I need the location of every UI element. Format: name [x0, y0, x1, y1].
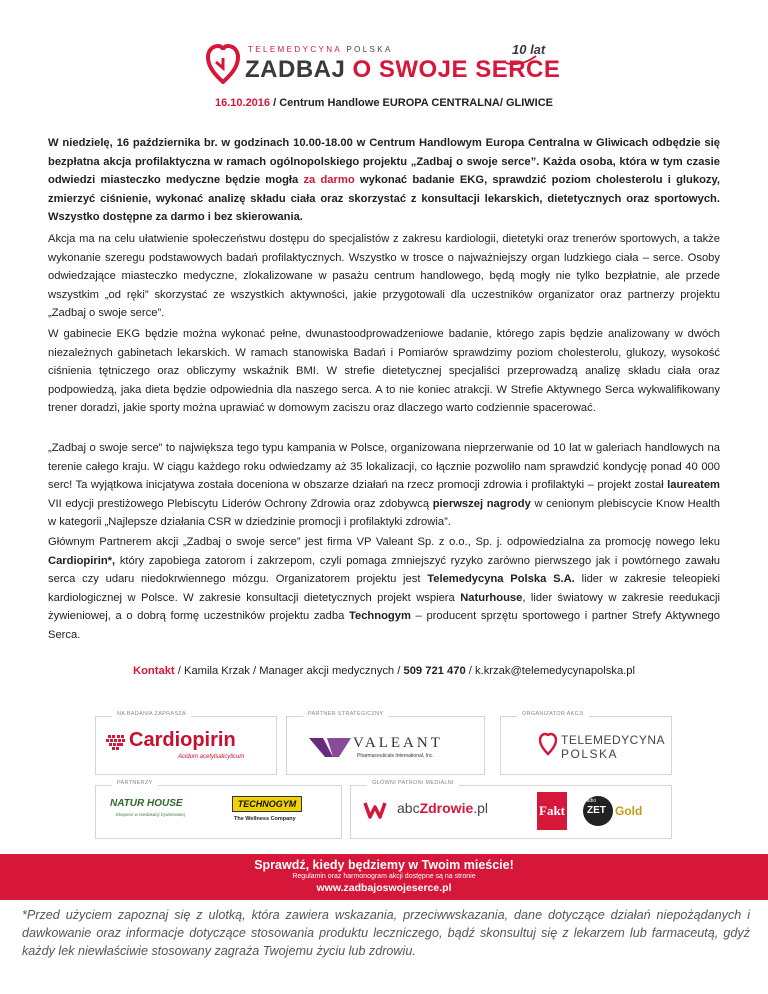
paragraph-partners: Głównym Partnerem akcji „Zadbaj o swoje serce” jest firma VP Valeant Sp. z o.o., Sp. j. odpowiedzialna za promocję nowego leku Cardiopirin*, który zapobiega zatorom i zakrzepom, czyli pomaga zmniejszyć ryzyko zarówno pierwszego jak i powtórnego zawału serca czy udaru niedokrwiennego mózgu. Organizatorem projektu jest Telemedycyna Polska S.A. lider w zakresie teleopieki kardiologicznej w Polsce. W zakresie konsultacji dietetycznych projekt wspiera Naturhouse, lider światowy w zakresie reedukacji żywieniowej, a o dobrą formę uczestników projektu zadba Technogym – producent sprzętu sportowego i partner Strefy Aktywnego Serca.	[48, 536, 720, 641]
logo-top-right: POLSKA	[346, 45, 393, 54]
free-highlight: za darmo	[303, 174, 355, 186]
banner-subline: Regulamin oraz harmonogram akcji dostępne są na stronie	[292, 873, 476, 880]
contact-line	[0, 665, 768, 677]
sponsor-box: NA BADANIA ZAPRASZA Cardiopirin Acidum acetylsalicylicum	[95, 716, 277, 775]
valeant-logo: VALEANT	[353, 735, 443, 751]
abczdrowie-logo: abcZdrowie.pl	[397, 800, 489, 816]
valeant-mark-icon	[309, 737, 351, 759]
event-place: / Centrum Handlowe EUROPA CENTRALNA/ GLIWICE	[270, 97, 553, 109]
event-date: 16.10.2016	[214, 97, 271, 109]
naturhouse-logo: NATUR HOUSE	[110, 798, 183, 809]
dateline	[0, 97, 768, 109]
contact-phone[interactable]: 509 721 470	[403, 665, 466, 677]
logo-top-left: TELEMEDYCYNA	[248, 45, 342, 54]
wp-icon	[363, 800, 391, 820]
partners-box: PARTNERZY NATUR HOUSE Eksperci w reedukacji żywieniowej TECHNOGYM The Wellness Company	[95, 785, 342, 839]
swoosh-icon	[505, 53, 537, 65]
cardiopirin-heart-icon	[106, 732, 126, 752]
contact-label: Kontakt	[133, 665, 175, 677]
disclaimer-footnote: *Przed użyciem zapoznaj się z ulotką, która zawiera wskazania, przeciwwskazania, dane dotyczące działań niepożądanych i dawkowanie oraz informacje dotyczące stosowania produktu leczniczego, bądź skonsultuj się z lekarzem lub farmaceutą, gdyż każdy lek niewłaściwie stosowany zagraża Twojemu życiu lub zdrowiu.	[22, 908, 750, 958]
schedule-banner	[0, 854, 768, 900]
paragraph-stations: W gabinecie EKG będzie można wykonać pełne, dwunastoodprowadzeniowe badanie, którego zapis będzie analizowany w dwóch niezależnych gabinetach lekarskich. W ramach stanowiska Badań i Pomiarów sprawdzimy poziom cholesterolu, glukozy, wysokość ciśnienia tętniczego oraz obliczymy wskaźnik BMI. W strefie dietetycznej specjaliści przeprowadzą analizę składu ciała oraz podpowiedzą, jaka dieta będzie odpowiednia dla naszego serca. A to nie koniec atrakcji. W Strefie Aktywnego Serca wykwalifikowany trener doradzi, jakie sporty można uprawiać w domowym zaciszu oraz dlaczego warto codziennie spacerować.	[48, 328, 720, 414]
strategic-partner-box: PARTNER STRATEGICZNY VALEANT Pharmaceuticals International, Inc.	[286, 716, 485, 775]
cardiopirin-logo: Cardiopirin	[129, 729, 236, 751]
radio-zet-logo: ZET	[587, 805, 606, 816]
technogym-logo: TECHNOGYM	[232, 796, 302, 812]
campaign-logo	[200, 40, 580, 88]
fakt-logo: Fakt	[537, 792, 567, 830]
telemedycyna-heart-icon	[539, 732, 557, 756]
heart-icon	[206, 44, 240, 84]
logo-title-b: O SWOJE SERCE	[352, 56, 561, 83]
paragraph-goals: Akcja ma na celu ułatwienie społeczeństwu dostępu do specjalistów z zakresu kardiologii, dietetyki oraz trenerów sportowych, a także wykonanie szeregu podstawowych badań profilaktycznych. Wszystko w trosce o najważniejszy organ ludzkiego ciała – serce. Osoby odwiedzające miasteczko medyczne, zlokalizowane w pasażu centrum handlowego, będą mogły nie tylko bezpłatnie, ale przede wszystkim „od ręki” skorzystać ze wszystkich aktywności, jakie przygotowali dla uczestników organizator oraz partnerzy projektu „Zadbaj o swoje serce”.	[48, 233, 720, 319]
contact-name: / Kamila Krzak / Manager akcji medycznych /	[174, 665, 404, 677]
banner-headline: Sprawdź, kiedy będziemy w Twoim mieście!	[254, 858, 514, 872]
telemedycyna-logo: TELEMEDYCYNA	[561, 733, 666, 747]
contact-email[interactable]: / k.krzak@telemedycynapolska.pl	[465, 665, 635, 677]
organizer-box: ORGANIZATOR AKCJI TELEMEDYCYNA POLSKA	[500, 716, 672, 775]
media-patrons-box: GŁÓWNI PATRONI MEDIALNI abcZdrowie.pl Fakt radio ZET Gold	[350, 785, 672, 839]
logo-title-a: ZADBAJ	[245, 56, 346, 83]
paragraph-campaign: „Zadbaj o swoje serce” to największa tego typu kampania w Polsce, organizowana nieprzerwanie od 10 lat w galeriach handlowych na terenie całego kraju. W ciągu każdego roku odwiedzamy aż 35 lokalizacji, co łącznie pozwoliło nam sprawdzić kondycję ponad 40 000 serc! Ta wyjątkowa inicjatywa została doceniona w obszarze działań na rzecz promocji zdrowia i profilaktyki – projekt został laureatem VII edycji prestiżowego Plebiscytu Liderów Ochrony Zdrowia oraz zdobywcą pierwszej nagrody w cenionym plebiscycie Know Health w kategorii „Najlepsze działania CSR w dziedzinie promocji i profilaktyki zdrowia”.	[48, 442, 721, 528]
anniversary-badge: 10 lat	[512, 42, 546, 57]
banner-url-link[interactable]: www.zadbajoswojeserce.pl	[316, 882, 452, 894]
radio-gold-label: Gold	[615, 804, 643, 818]
lead-paragraph: W niedzielę, 16 października br. w godzinach 10.00-18.00 w Centrum Handlowym Europa Centralna w Gliwicach odbędzie się bezpłatna akcja profilaktyczna w ramach ogólnopolskiego projektu „Zadbaj o swoje serce”. Każda osoba, która w tym czasie odwiedzi miasteczko medyczne będzie mogła za darmo wykonać badanie EKG, sprawdzić poziom cholesterolu i glukozy, zmierzyć ciśnienie, wykonać analizę składu ciała oraz skorzystać z konsultacji lekarskich, dietetycznych oraz sportowych. Wszystko dostępne za darmo i bez skierowania.	[48, 137, 721, 223]
